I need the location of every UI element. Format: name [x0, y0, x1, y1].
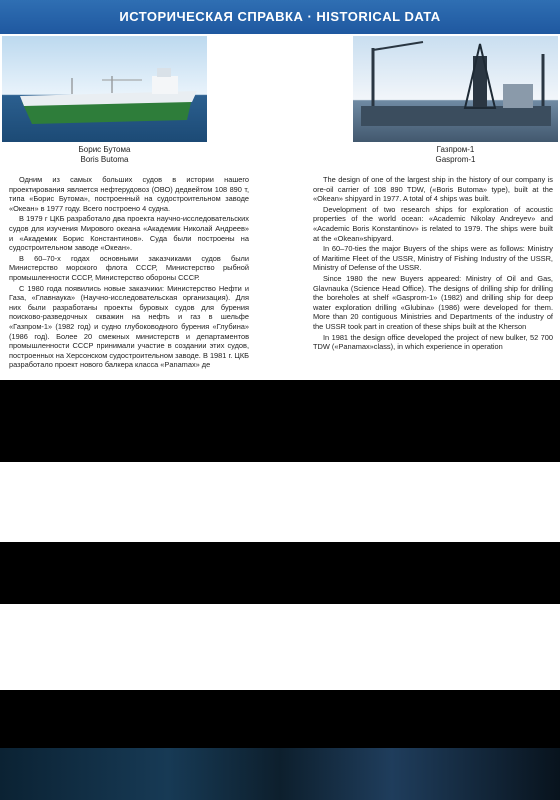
drilling-ship-caption: [353, 145, 558, 165]
paragraph: In 60–70-ties the major Buyers of the ships were as follows: Ministry of Maritime Fleet of the USSR, Ministry of Fishing Industry of the USSR, Ministry of Defense of the USSR.: [313, 244, 553, 273]
page-header: [0, 0, 560, 34]
blank-band: [0, 462, 560, 542]
blank-band: [0, 604, 560, 690]
footer-photo-strip: [0, 748, 560, 800]
dark-band: [0, 690, 560, 748]
caption-ru: Газпром-1: [436, 145, 475, 154]
paragraph: The design of one of the largest ship in the history of our company is ore-oil carrier of 108 890 TDW, («Boris Butoma» type), built at the «Okean» shipyard in 1977. A total of 4 ships was built.: [313, 175, 553, 204]
caption-en: Boris Butoma: [80, 155, 129, 164]
caption-ru: Борис Бутома: [78, 145, 131, 154]
tanker-ship-photo: [2, 36, 207, 142]
english-text-column: [313, 175, 553, 353]
russian-text-column: [9, 175, 249, 371]
paragraph: В 1979 г ЦКБ разработало два проекта научно-исследовательских судов для изучения Мирового океана «Академик Николай Андреев» и «Академик Борис Константинов». Суда были построены на судостроительном заводе «Океан».: [9, 214, 249, 253]
paragraph: С 1980 года появились новые заказчики: Министерство Нефти и Газа, «Главнаука» (Научно-исследовательская организация). Для них были разработаны проекты буровых судов для бурения поисково-разведочных скважин на нефть и газ в шельфе «Газпром-1» (1982 год) и судно глубоководного бурения «Глубина» (1986 год). Более 20 смежных министерств и департаментов промышленности СССР принимали участие в создании этих судов, построенных на Херсонском судостроительном заводе. В 1981 г. ЦКБ разработало проект нового балкера класса «Panamax» де: [9, 283, 249, 370]
header-title: ИСТОРИЧЕСКАЯ СПРАВКА · HISTORICAL DATA: [119, 9, 441, 24]
paragraph: Development of two research ships for exploration of acoustic properties of the world ocean: «Academic Nikolay Andreyev» and «Academic Boris Konstantinov» is related to 1979. The ships were built at the «Okean»shipyard.: [313, 204, 553, 243]
paragraph: В 60–70-х годах основными заказчиками судов были Министерство морского флота СССР, Министерство рыбной промышленности СССР, Министерство обороны СССР.: [9, 253, 249, 282]
drilling-ship-photo: [353, 36, 558, 142]
tanker-caption: [2, 145, 207, 165]
paragraph: Одним из самых больших судов в истории нашего проектирования является нефтерудовоз (ОВО) дедвейтом 108 890 т, типа «Борис Бутома», построенный на судостроительном заводе «Океан» в 1977 году. Всего построено 4 судна.: [9, 175, 249, 213]
caption-en: Gasprom-1: [435, 155, 476, 164]
paragraph: In 1981 the design office developed the project of new bulker, 52 700 TDW («Panamax»class), in which experience in operation: [313, 332, 553, 352]
paragraph: Since 1980 the new Buyers appeared: Ministry of Oil and Gas, Glavnauka (Science Head Office). The designs of drilling ship for drilling the boreholes at shelf «Gasprom-1» (1982) and drilling ship for deep water exploration drilling «Glubina» (1986) were developed for them. More than 20 contiguous Ministries and Departments of the industry of the USSR took part in creation of these ships built at the Kherson: [313, 273, 553, 331]
